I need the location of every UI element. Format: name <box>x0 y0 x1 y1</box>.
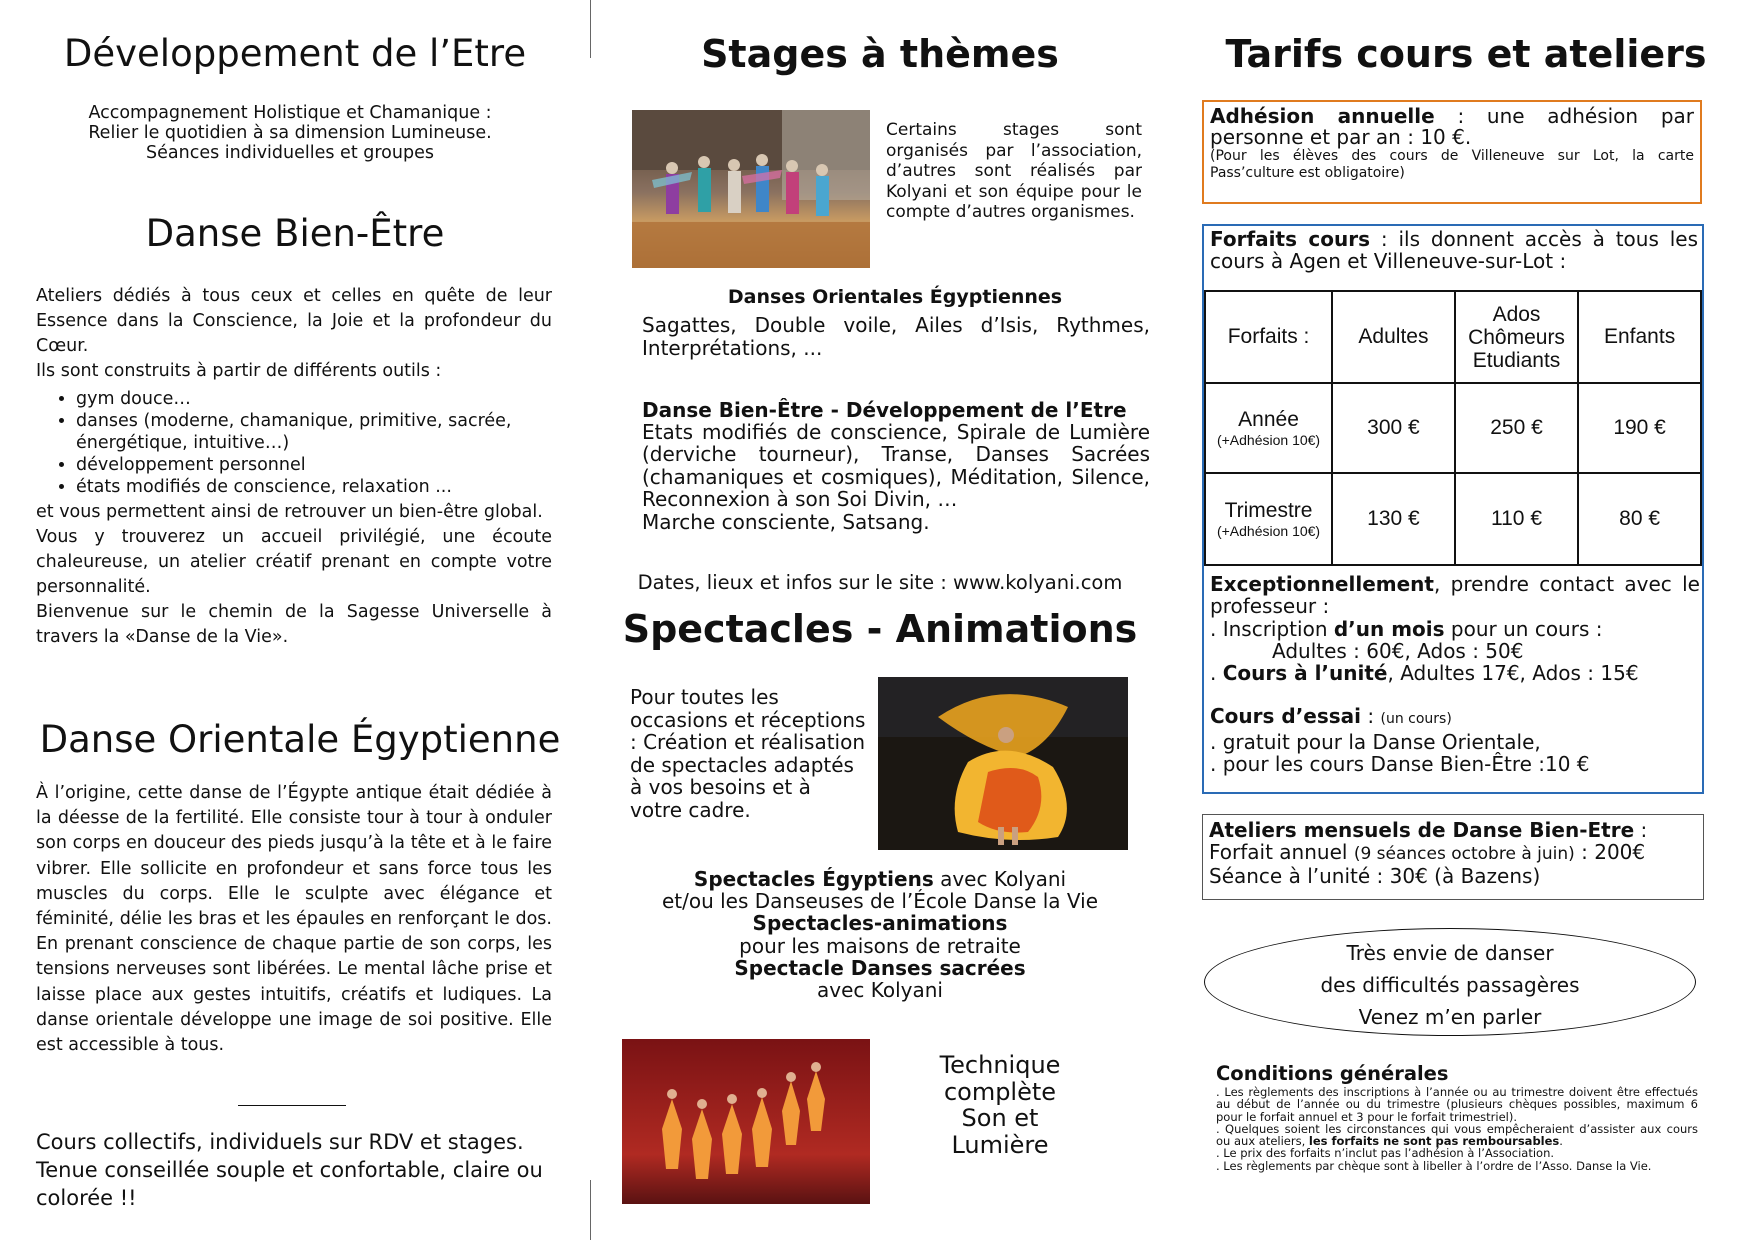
list-item: • danses (moderne, chamanique, primitive, sacrée, énergétique, intuitive…) <box>76 410 552 454</box>
dbe-last: Marche consciente, Satsang. <box>642 510 930 534</box>
bien-etre-text <box>36 284 552 650</box>
footer-line: Tenue conseillée souple et confortable, claire ou colorée !! <box>36 1158 543 1210</box>
footer-line: Cours collectifs, individuels sur RDV et stages. <box>36 1130 524 1154</box>
spectacle-name: Spectacle Danses sacrées <box>734 955 1026 980</box>
exc-text: . Inscription <box>1210 616 1334 641</box>
tech-line: complète <box>943 1077 1057 1106</box>
condition-text: . Quelques soient les circonstances qui vous empêcheraient d’assister aux cours ou aux ateliers, <box>1216 1121 1698 1149</box>
oval-message <box>1204 928 1696 1036</box>
paragraph: Ateliers dédiés à tous ceux et celles en quête de leur Essence dans la Conscience, la Joie et la profondeur du Cœur. <box>36 286 552 356</box>
ateliers-text: Forfait annuel <box>1209 840 1354 864</box>
exc-text: d’un mois <box>1333 616 1445 641</box>
condition-item: . Quelques soient les circonstances qui vous empêcheraient d’assister aux cours ou aux ateliers, les forfaits ne sont pas remboursables. <box>1216 1121 1698 1149</box>
orientale-text: À l’origine, cette danse de l’Égypte antique était dédiée à la déesse de la fertilité. Elle consiste tour à tour à onduler son corps en douceur des pieds jusqu’à la tête et à le faire vibrer. Elle sollicite en profondeur et sans force tous les muscles du corps. Elle le sculpte avec élégance et féminité, délie les bras et les épaules en renforçant le dos. En prenant conscience de chaque partie de son corps, les tensions nerveuses sont libérées. Le mental lâche prise et laisse place aux gestes intuitifs, créatifs et ludiques. La danse orientale développe une image de soi positive. Elle est accessible à tous. <box>36 783 552 1056</box>
exc-line <box>1210 662 1700 684</box>
tools-list <box>36 388 552 498</box>
table-row <box>1205 473 1701 565</box>
ateliers-title-line: Ateliers mensuels de Danse Bien-Etre : <box>1209 818 1648 842</box>
list-item: • développement personnel <box>76 454 552 476</box>
subtitle-block <box>40 103 540 163</box>
header-enfants: Enfants <box>1578 291 1701 383</box>
price-cell: 110 € <box>1455 473 1578 565</box>
photo-group-dancers <box>622 1039 870 1204</box>
oval-line: Très envie de danser <box>1346 941 1554 965</box>
condition-item: . Les règlements des inscriptions à l’année ou au trimestre doivent être effectués au début de l’année ou du trimestre (plusieurs chèques possibles, maximum 6 pour le forfait annuel et 3 pour le forfait trimestriel). <box>1216 1085 1698 1124</box>
tech-line: Technique <box>939 1051 1061 1079</box>
title-danse-bien-etre: Danse Bien-Être <box>145 212 445 255</box>
header-ados-line: Etudiants <box>1472 348 1561 372</box>
header-ados <box>1455 291 1578 383</box>
forfaits-label: Forfaits cours <box>1210 227 1371 251</box>
spectacles-text: Pour toutes les occasions et réceptions : Création et réalisation de spectacles adaptés à vos besoins et à votre cadre. <box>630 685 866 822</box>
ateliers-text: : 200€ <box>1574 840 1646 864</box>
doe-text: Sagattes, Double voile, Ailes d’Isis, Rythmes, Interprétations, ... <box>642 313 1150 360</box>
title-tarifs: Tarifs cours et ateliers <box>1225 32 1707 76</box>
fold-mark-top <box>590 0 591 58</box>
price-cell: 300 € <box>1332 383 1455 473</box>
paragraph: Bienvenue sur le chemin de la Sagesse Universelle à travers la «Danse de la Vie». <box>36 602 552 647</box>
essai-line: Cours d’essai : (un cours) <box>1210 704 1452 729</box>
row-label-note: (+Adhésion 10€) <box>1216 432 1321 448</box>
group-dancers-image <box>622 1039 870 1204</box>
exc-text: Cours à l’unité <box>1222 661 1388 686</box>
exc-text: pour un cours : <box>1444 616 1603 641</box>
subtitle-line: Relier le quotidien à sa dimension Lumineuse. <box>88 123 492 143</box>
title-developpement: Développement de l’Etre <box>63 32 527 75</box>
spectacle-line <box>620 868 1140 890</box>
paragraph: Ils sont construits à partir de différents outils : <box>36 361 442 381</box>
veil-dancer-image <box>878 677 1128 850</box>
exc-detail: , prendre contact avec le professeur : <box>1210 572 1700 619</box>
row-label-text: Trimestre <box>1224 499 1313 522</box>
fold-mark-bottom <box>590 1180 591 1240</box>
dance-class-image <box>632 110 870 268</box>
essai-line: . gratuit pour la Danse Orientale, <box>1210 729 1541 754</box>
dates-info: Dates, lieux et infos sur le site : www.kolyani.com <box>637 571 1123 594</box>
ateliers-text: (9 séances octobre à juin) <box>1353 844 1575 864</box>
exceptionnellement-block <box>1210 573 1700 775</box>
row-label-text: Année <box>1238 408 1299 431</box>
title-danse-orientale: Danse Orientale Égyptienne <box>39 718 561 761</box>
exc-text: . <box>1210 661 1223 686</box>
adhesion-note: (Pour les élèves des cours de Villeneuve sur Lot, la carte Pass’culture est obligatoire) <box>1210 148 1694 181</box>
tech-line: Lumière <box>951 1130 1049 1159</box>
adhesion-text <box>1210 106 1694 148</box>
title-spectacles: Spectacles - Animations <box>622 607 1138 651</box>
tarif-table <box>1204 290 1702 566</box>
essai-small: (un cours) <box>1380 711 1452 728</box>
essai-line: . pour les cours Danse Bien-Être :10 € <box>1210 752 1590 777</box>
spectacle-line: et/ou les Danseuses de l’École Danse la Vie <box>661 889 1099 914</box>
row-label <box>1205 383 1332 473</box>
row-label-note: (+Adhésion 10€) <box>1216 523 1321 539</box>
title-stages: Stages à thèmes <box>701 32 1059 76</box>
subtitle-line: Accompagnement Holistique et Chamanique : <box>88 103 492 123</box>
ateliers-line <box>1209 841 1697 865</box>
header-ados-line: Ados <box>1492 302 1541 326</box>
footer-text <box>36 1128 556 1212</box>
exc-text: , Adultes 17€, Ados : 15€ <box>1387 661 1639 686</box>
price-cell: 130 € <box>1332 473 1455 565</box>
exc-label: Exceptionnellement <box>1210 572 1434 596</box>
row-label <box>1205 473 1332 565</box>
header-adultes: Adultes <box>1332 291 1455 383</box>
separator-line <box>238 1105 346 1106</box>
subtitle-line: Séances individuelles et groupes <box>146 143 434 163</box>
forfaits-text <box>1210 228 1698 272</box>
condition-item: . Les règlements par chèque sont à libeller à l’ordre de l’Asso. Danse la Vie. <box>1216 1158 1652 1173</box>
table-row <box>1205 383 1701 473</box>
header-ados-line: Chômeurs <box>1468 325 1565 349</box>
exc-line <box>1210 618 1700 640</box>
spectacle-line: pour les maisons de retraite <box>739 933 1021 958</box>
spectacle-name: Spectacles Égyptiens <box>693 867 934 891</box>
essai-label: Cours d’essai <box>1210 704 1362 729</box>
forfaits-detail: : ils donnent accès à tous les cours à Agen et Villeneuve-sur-Lot : <box>1210 227 1698 273</box>
exc-line: Adultes : 60€, Ados : 50€ <box>1272 638 1524 663</box>
ateliers-box <box>1202 814 1704 900</box>
spectacles-list <box>620 868 1140 1001</box>
condition-text: les forfaits ne sont pas remboursables <box>1308 1134 1560 1149</box>
list-item: • états modifiés de conscience, relaxation ... <box>76 476 552 498</box>
price-cell: 190 € <box>1578 383 1701 473</box>
stages-text: Certains stages sont organisés par l’association, d’autres sont réalisés par Kolyani et son équipe pour le compte d’autres organismes. <box>886 120 1142 222</box>
ateliers-line: Séance à l’unité : 30€ (à Bazens) <box>1209 864 1541 888</box>
doe-title: Danses Orientales Égyptiennes <box>727 286 1063 308</box>
spacer <box>1210 684 1700 705</box>
oval-line: des difficultés passagères <box>1320 973 1580 997</box>
table-header-row <box>1205 291 1701 383</box>
paragraph: Vous y trouverez un accueil privilégié, une écoute chaleureuse, un atelier créatif prenant en compte votre personnalité. <box>36 527 552 597</box>
dbe-text: Etats modifiés de conscience, Spirale de Lumière (derviche tourneur), Transe, Danses Sacrées (chamaniques et cosmiques), Méditation, Silence, Reconnexion à son Soi Divin, … <box>642 420 1150 511</box>
list-item: • gym douce… <box>76 388 552 410</box>
price-cell: 80 € <box>1578 473 1701 565</box>
spectacle-line: avec Kolyani <box>817 978 943 1003</box>
exc-intro <box>1210 573 1700 618</box>
oval-line: Venez m’en parler <box>1358 1005 1542 1029</box>
spectacle-detail: avec Kolyani <box>933 867 1067 891</box>
tech-line: Son et <box>961 1104 1039 1132</box>
photo-veil-dancer <box>878 677 1128 850</box>
conditions-title: Conditions générales <box>1216 1062 1449 1085</box>
ateliers-title: Ateliers mensuels de Danse Bien-Etre <box>1209 818 1635 842</box>
header-forfaits: Forfaits : <box>1205 291 1332 383</box>
adhesion-box <box>1202 100 1702 204</box>
tech-block <box>910 1052 1090 1158</box>
condition-item: . Le prix des forfaits n’inclut pas l’adhésion à l’Association. <box>1216 1146 1555 1161</box>
adhesion-label: Adhésion annuelle <box>1210 104 1435 128</box>
spectacle-name: Spectacles-animations <box>752 911 1008 936</box>
paragraph: et vous permettent ainsi de retrouver un bien-être global. <box>36 502 543 522</box>
dbe-title: Danse Bien-Être - Développement de l’Etre <box>642 398 1127 422</box>
adhesion-detail: : une adhésion par personne et par an : 10 €. <box>1210 104 1694 149</box>
conditions-text <box>1216 1086 1698 1172</box>
price-cell: 250 € <box>1455 383 1578 473</box>
photo-dance-class <box>632 110 870 268</box>
